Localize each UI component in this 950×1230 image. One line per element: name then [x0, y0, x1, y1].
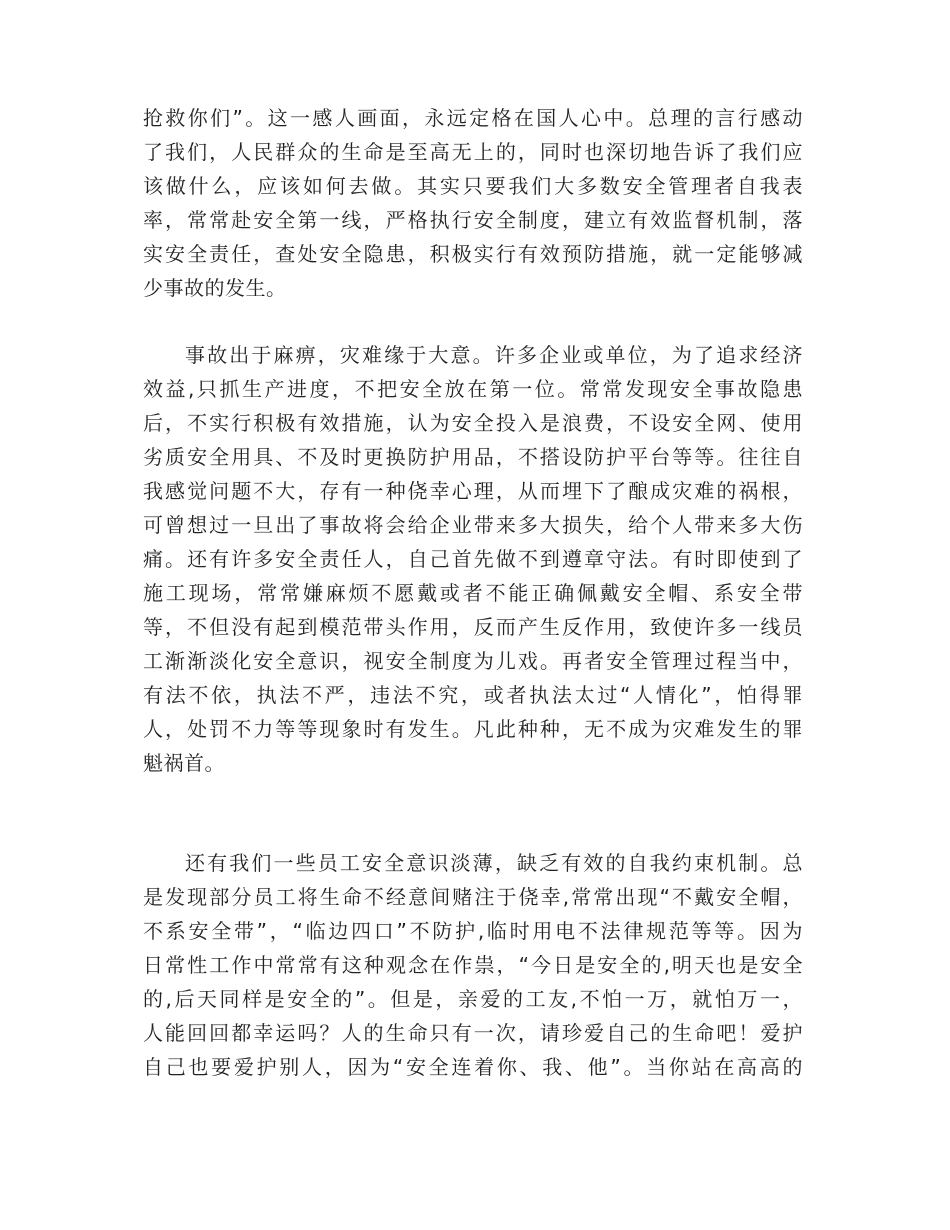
paragraph-line: 后，不实行积极有效措施，认为安全投入是浪费，不设安全网、使用: [143, 411, 803, 435]
paragraph-line: 有法不依，执法不严，违法不究，或者执法太过“人情化”，怕得罪: [143, 683, 803, 707]
paragraph-line: 人，处罚不力等等现象时有发生。凡此种种，无不成为灾难发生的罪: [143, 717, 803, 741]
paragraph-line: 痛。还有许多安全责任人，自己首先做不到遵章守法。有时即使到了: [143, 547, 803, 571]
paragraph-line: 抢救你们”。这一感人画面，永远定格在国人心中。总理的言行感动: [143, 106, 803, 130]
paragraph-line: 是发现部分员工将生命不经意间赌注于侥幸,常常出现“不戴安全帽，: [143, 885, 803, 909]
paragraph-line: 日常性工作中常常有这种观念在作祟，“今日是安全的,明天也是安全: [143, 953, 803, 977]
paragraph-line: 该做什么，应该如何去做。其实只要我们大多数安全管理者自我表: [143, 174, 803, 198]
paragraph-1: [143, 101, 803, 305]
paragraph-line: 率，常常赴安全第一线，严格执行安全制度，建立有效监督机制，落: [143, 208, 803, 232]
paragraph-line: 工渐渐淡化安全意识，视安全制度为儿戏。再者安全管理过程当中，: [143, 649, 803, 673]
paragraph-line: 效益,只抓生产进度，不把安全放在第一位。常常发现安全事故隐患: [143, 377, 803, 401]
paragraph-line: 等，不但没有起到模范带头作用，反而产生反作用，致使许多一线员: [143, 615, 803, 639]
paragraph-line: 了我们，人民群众的生命是至高无上的，同时也深切地告诉了我们应: [143, 140, 803, 164]
paragraph-line: 的,后天同样是安全的”。但是，亲爱的工友,不怕一万，就怕万一，: [143, 987, 803, 1011]
paragraph-line: 人能回回都幸运吗？人的生命只有一次，请珍爱自己的生命吧！爱护: [143, 1021, 803, 1045]
paragraph-line: 可曾想过一旦出了事故将会给企业带来多大损失，给个人带来多大伤: [143, 513, 803, 537]
paragraph-line: 自己也要爱护别人，因为“安全连着你、我、他”。当你站在高高的: [143, 1055, 803, 1079]
paragraph-line: 实安全责任，查处安全隐患，积极实行有效预防措施，就一定能够减: [143, 242, 803, 266]
paragraph-2: [143, 338, 803, 780]
paragraph-line: 劣质安全用具、不及时更换防护用品，不搭设防护平台等等。往往自: [143, 445, 803, 469]
paragraph-line: 还有我们一些员工安全意识淡薄，缺乏有效的自我约束机制。总: [185, 851, 803, 875]
paragraph-line: 少事故的发生。: [143, 276, 287, 300]
paragraph-line: 我感觉问题不大，存有一种侥幸心理，从而埋下了酿成灾难的祸根，: [143, 479, 803, 503]
paragraph-line: 施工现场，常常嫌麻烦不愿戴或者不能正确佩戴安全帽、系安全带: [143, 581, 803, 605]
paragraph-3: [143, 846, 803, 1084]
paragraph-line: 不系安全带”，“临边四口”不防护,临时用电不法律规范等等。因为: [143, 919, 803, 943]
paragraph-line: 魁祸首。: [143, 751, 225, 775]
paragraph-line: 事故出于麻痹，灾难缘于大意。许多企业或单位，为了追求经济: [185, 343, 803, 367]
